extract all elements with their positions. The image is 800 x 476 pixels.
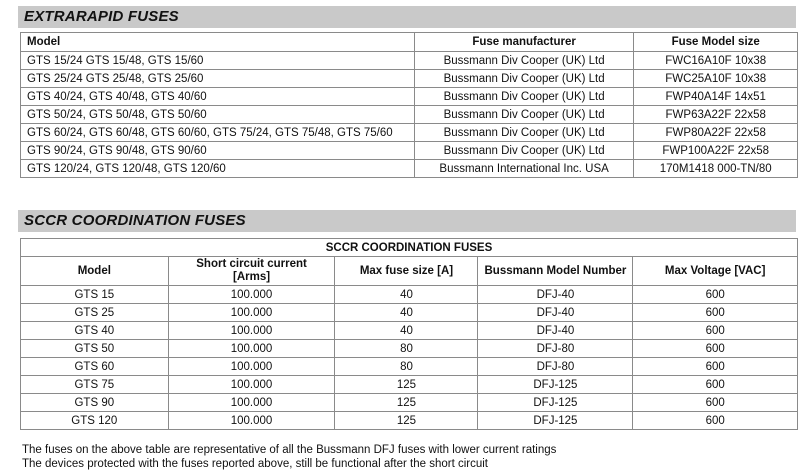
- cell-fuse-manufacturer: Bussmann International Inc. USA: [414, 160, 634, 178]
- short-circuit-header-line2: [Arms]: [233, 271, 271, 283]
- column-header-max-fuse-size: Max fuse size [A]: [335, 257, 478, 286]
- cell-max-voltage: 600: [633, 286, 798, 304]
- table-row: [21, 412, 798, 430]
- cell-model: GTS 90: [21, 394, 169, 412]
- extrarapid-section-title: EXTRARAPID FUSES: [18, 6, 796, 28]
- cell-short-circuit-current: 100.000: [168, 304, 335, 322]
- sccr-table-title: SCCR COORDINATION FUSES: [21, 239, 798, 257]
- extrarapid-table-body: [21, 52, 798, 178]
- cell-fuse-manufacturer: Bussmann Div Cooper (UK) Ltd: [414, 124, 634, 142]
- cell-fuse-model-size: FWP80A22F 22x58: [634, 124, 798, 142]
- sccr-coordination-table: [20, 238, 798, 430]
- cell-model: GTS 60: [21, 358, 169, 376]
- table-row: [21, 142, 798, 160]
- cell-bussmann-model-number: DFJ-80: [478, 358, 633, 376]
- column-header-model: Model: [21, 33, 415, 52]
- cell-model: GTS 120/24, GTS 120/48, GTS 120/60: [21, 160, 415, 178]
- cell-max-fuse-size: 40: [335, 286, 478, 304]
- cell-bussmann-model-number: DFJ-125: [478, 376, 633, 394]
- cell-model: GTS 40/24, GTS 40/48, GTS 40/60: [21, 88, 415, 106]
- cell-short-circuit-current: 100.000: [168, 376, 335, 394]
- cell-bussmann-model-number: DFJ-125: [478, 412, 633, 430]
- column-header-short-circuit-current: [168, 257, 335, 286]
- cell-max-voltage: 600: [633, 322, 798, 340]
- cell-model: GTS 25/24 GTS 25/48, GTS 25/60: [21, 70, 415, 88]
- table-row: [21, 376, 798, 394]
- note-line-2: The devices protected with the fuses reported above, still be functional after the short circuit: [22, 458, 488, 470]
- cell-bussmann-model-number: DFJ-40: [478, 304, 633, 322]
- cell-short-circuit-current: 100.000: [168, 286, 335, 304]
- cell-max-voltage: 600: [633, 304, 798, 322]
- short-circuit-header-line1: Short circuit current: [196, 258, 307, 270]
- cell-fuse-manufacturer: Bussmann Div Cooper (UK) Ltd: [414, 52, 634, 70]
- cell-model: GTS 15: [21, 286, 169, 304]
- note-line-1: The fuses on the above table are representative of all the Bussmann DFJ fuses with lower current ratings: [22, 444, 557, 456]
- cell-short-circuit-current: 100.000: [168, 358, 335, 376]
- cell-max-fuse-size: 80: [335, 340, 478, 358]
- cell-fuse-manufacturer: Bussmann Div Cooper (UK) Ltd: [414, 142, 634, 160]
- table-row: [21, 124, 798, 142]
- column-header-fuse-model-size: Fuse Model size: [634, 33, 798, 52]
- table-row: [21, 394, 798, 412]
- cell-model: GTS 40: [21, 322, 169, 340]
- table-row: [21, 322, 798, 340]
- cell-max-voltage: 600: [633, 412, 798, 430]
- table-row: [21, 106, 798, 124]
- cell-fuse-model-size: FWP100A22F 22x58: [634, 142, 798, 160]
- table-row: [21, 286, 798, 304]
- cell-fuse-manufacturer: Bussmann Div Cooper (UK) Ltd: [414, 106, 634, 124]
- cell-max-fuse-size: 125: [335, 412, 478, 430]
- cell-model: GTS 15/24 GTS 15/48, GTS 15/60: [21, 52, 415, 70]
- extrarapid-fuses-table: [20, 32, 798, 178]
- cell-model: GTS 50: [21, 340, 169, 358]
- cell-max-voltage: 600: [633, 358, 798, 376]
- cell-fuse-model-size: FWC16A10F 10x38: [634, 52, 798, 70]
- cell-fuse-model-size: FWP63A22F 22x58: [634, 106, 798, 124]
- cell-short-circuit-current: 100.000: [168, 394, 335, 412]
- cell-max-fuse-size: 125: [335, 376, 478, 394]
- cell-max-voltage: 600: [633, 394, 798, 412]
- table-row: [21, 304, 798, 322]
- sccr-table-body: [21, 286, 798, 430]
- cell-max-fuse-size: 80: [335, 358, 478, 376]
- column-header-bussmann-model-number: Bussmann Model Number: [478, 257, 633, 286]
- table-header-row: [21, 33, 798, 52]
- table-row: [21, 52, 798, 70]
- sccr-section-title: SCCR COORDINATION FUSES: [18, 210, 796, 232]
- cell-fuse-manufacturer: Bussmann Div Cooper (UK) Ltd: [414, 70, 634, 88]
- cell-model: GTS 120: [21, 412, 169, 430]
- cell-fuse-manufacturer: Bussmann Div Cooper (UK) Ltd: [414, 88, 634, 106]
- cell-max-voltage: 600: [633, 376, 798, 394]
- cell-model: GTS 90/24, GTS 90/48, GTS 90/60: [21, 142, 415, 160]
- table-header-row: [21, 257, 798, 286]
- cell-model: GTS 25: [21, 304, 169, 322]
- cell-max-fuse-size: 40: [335, 304, 478, 322]
- cell-fuse-model-size: 170M1418 000-TN/80: [634, 160, 798, 178]
- cell-short-circuit-current: 100.000: [168, 412, 335, 430]
- table-row: [21, 340, 798, 358]
- cell-short-circuit-current: 100.000: [168, 322, 335, 340]
- cell-bussmann-model-number: DFJ-80: [478, 340, 633, 358]
- table-row: [21, 358, 798, 376]
- cell-bussmann-model-number: DFJ-40: [478, 286, 633, 304]
- table-row: [21, 70, 798, 88]
- table-row: [21, 160, 798, 178]
- cell-fuse-model-size: FWP40A14F 14x51: [634, 88, 798, 106]
- cell-max-voltage: 600: [633, 340, 798, 358]
- cell-max-fuse-size: 40: [335, 322, 478, 340]
- column-header-fuse-manufacturer: Fuse manufacturer: [414, 33, 634, 52]
- cell-bussmann-model-number: DFJ-125: [478, 394, 633, 412]
- cell-max-fuse-size: 125: [335, 394, 478, 412]
- cell-fuse-model-size: FWC25A10F 10x38: [634, 70, 798, 88]
- cell-model: GTS 75: [21, 376, 169, 394]
- table-row: [21, 88, 798, 106]
- cell-model: GTS 50/24, GTS 50/48, GTS 50/60: [21, 106, 415, 124]
- cell-short-circuit-current: 100.000: [168, 340, 335, 358]
- column-header-max-voltage: Max Voltage [VAC]: [633, 257, 798, 286]
- column-header-model: Model: [21, 257, 169, 286]
- cell-bussmann-model-number: DFJ-40: [478, 322, 633, 340]
- cell-model: GTS 60/24, GTS 60/48, GTS 60/60, GTS 75/24, GTS 75/48, GTS 75/60: [21, 124, 415, 142]
